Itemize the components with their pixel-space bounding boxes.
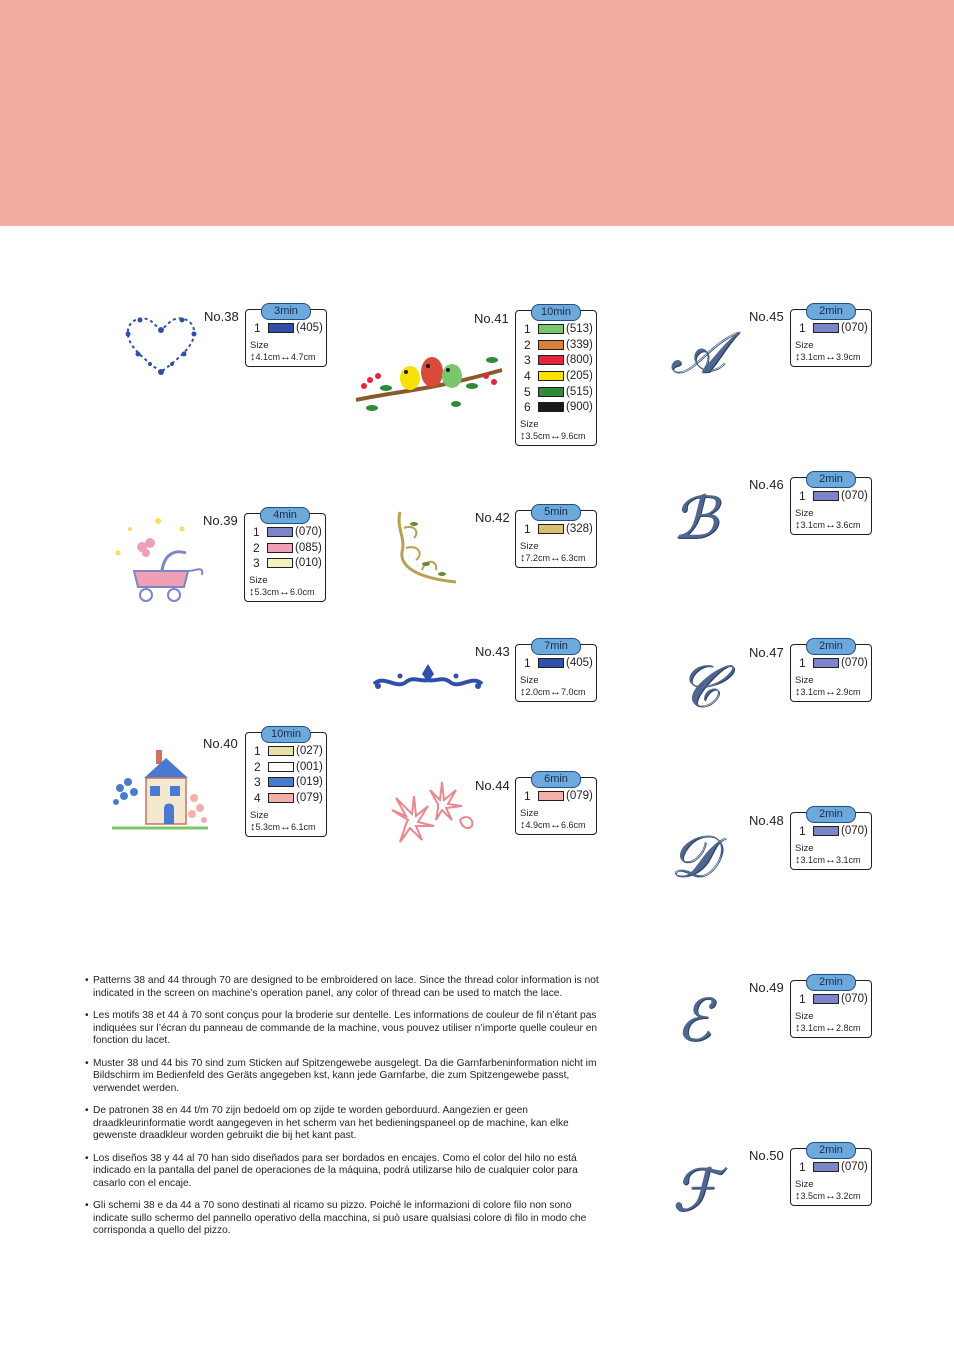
thread-color-swatch xyxy=(267,527,293,537)
pattern-number: No.45 xyxy=(749,309,784,324)
thread-order: 1 xyxy=(253,524,260,539)
thread-row xyxy=(520,368,593,384)
heart-wreath-icon xyxy=(120,310,202,378)
size-dimensions xyxy=(250,821,323,833)
thread-order: 5 xyxy=(524,384,531,399)
thread-color-swatch xyxy=(267,543,293,553)
pink-flowers-icon xyxy=(382,776,478,848)
stitch-time-badge: 2min xyxy=(806,303,856,320)
size-height: 3.5cm xyxy=(525,431,551,442)
thread-code: (405) xyxy=(566,656,593,669)
pattern-number: No.41 xyxy=(474,311,509,326)
script-letter-d-icon: 𝒟 xyxy=(670,822,717,890)
thread-order: 1 xyxy=(524,655,531,670)
thread-row xyxy=(795,488,868,504)
size-width: 9.6cm xyxy=(561,431,586,442)
horizontal-arrow-icon: ↔ xyxy=(550,551,562,564)
thread-order: 2 xyxy=(253,540,260,555)
thread-code: (070) xyxy=(841,489,868,502)
thread-color-swatch xyxy=(813,1162,839,1172)
baby-carriage-icon xyxy=(112,515,208,605)
size-width: 2.8cm xyxy=(836,1022,861,1033)
thread-color-swatch xyxy=(538,355,564,365)
thread-info-card xyxy=(790,1144,872,1206)
thread-code: (085) xyxy=(295,541,322,554)
pattern-number: No.43 xyxy=(475,644,510,659)
size-height: 5.3cm xyxy=(255,821,281,832)
size-height: 3.1cm xyxy=(800,351,826,362)
script-letter-a-icon: 𝒜 xyxy=(670,318,725,386)
vertical-arrow-icon: ↕ xyxy=(795,853,801,866)
thread-order: 6 xyxy=(524,400,531,415)
size-label: Size xyxy=(795,1178,814,1190)
lace-notes xyxy=(85,975,600,1248)
size-width: 3.2cm xyxy=(836,1190,861,1201)
size-width: 7.0cm xyxy=(561,686,586,697)
thread-code: (515) xyxy=(566,385,593,398)
size-dimensions xyxy=(795,1190,868,1202)
thread-code: (205) xyxy=(566,369,593,382)
vertical-arrow-icon: ↕ xyxy=(795,518,801,531)
size-label: Size xyxy=(795,339,814,351)
stitch-time-badge: 3min xyxy=(261,303,311,320)
size-height: 3.1cm xyxy=(800,854,826,865)
thread-order: 1 xyxy=(799,320,806,335)
thread-info-card xyxy=(790,473,872,535)
thread-color-swatch xyxy=(538,324,564,334)
size-width: 4.7cm xyxy=(291,351,316,362)
thread-row xyxy=(795,320,868,336)
size-label: Size xyxy=(520,540,539,552)
thread-info-card xyxy=(790,305,872,367)
size-height: 3.1cm xyxy=(800,519,826,530)
size-width: 6.0cm xyxy=(290,587,315,598)
thread-row xyxy=(250,743,323,759)
size-label: Size xyxy=(795,842,814,854)
vertical-arrow-icon: ↕ xyxy=(795,1189,801,1202)
thread-info-card xyxy=(245,728,327,837)
thread-row xyxy=(520,521,593,537)
thread-info-card xyxy=(515,306,597,446)
size-label: Size xyxy=(795,674,814,686)
size-width: 3.6cm xyxy=(836,519,861,530)
script-letter-b-icon: ℬ xyxy=(672,484,718,552)
size-label: Size xyxy=(520,419,539,431)
header-banner xyxy=(0,0,954,226)
stitch-time-badge: 4min xyxy=(260,507,310,524)
pattern-number: No.49 xyxy=(749,980,784,995)
vertical-arrow-icon: ↕ xyxy=(520,818,526,831)
vertical-arrow-icon: ↕ xyxy=(520,430,526,443)
size-height: 4.1cm xyxy=(255,351,281,362)
thread-color-swatch xyxy=(538,387,564,397)
note-dutch: • De patronen 38 en 44 t/m 70 zijn bedoeld om op zijde te worden geborduurd. Aangezien er geen draadkleurinformatie wordt aangegeven in het scherm van het bedieningspaneel op de machine, kan elke gewenste draadkleur worden gebruikt die bij het kant past. xyxy=(85,1105,600,1143)
thread-row xyxy=(520,352,593,368)
thread-order: 1 xyxy=(524,321,531,336)
pattern-number: No.46 xyxy=(749,477,784,492)
thread-color-swatch xyxy=(268,323,294,333)
thread-code: (328) xyxy=(566,522,593,535)
size-dimensions xyxy=(795,1022,868,1034)
thread-code: (070) xyxy=(295,525,322,538)
size-dimensions xyxy=(795,519,868,531)
thread-color-swatch xyxy=(813,491,839,501)
thread-color-swatch xyxy=(813,658,839,668)
pattern-number: No.39 xyxy=(203,513,238,528)
size-dimensions xyxy=(250,351,323,363)
horizontal-arrow-icon: ↔ xyxy=(279,586,291,599)
thread-row xyxy=(250,320,323,336)
size-dimensions xyxy=(249,586,322,598)
thread-code: (339) xyxy=(566,338,593,351)
horizontal-arrow-icon: ↔ xyxy=(550,818,562,831)
size-height: 2.0cm xyxy=(525,686,551,697)
vertical-arrow-icon: ↕ xyxy=(795,1021,801,1034)
thread-info-card xyxy=(244,509,326,602)
size-label: Size xyxy=(520,674,539,686)
thread-code: (027) xyxy=(296,744,323,757)
pattern-number: No.47 xyxy=(749,645,784,660)
size-label: Size xyxy=(795,507,814,519)
note-french: • Les motifs 38 et 44 à 70 sont conçus pour la broderie sur dentelle. Les informations de couleur de fil n’étant pas indiquées sur l’écran du panneau de commande de la machine, vous pouvez utiliser n’importe quelle couleur en fonction du lacet. xyxy=(85,1010,600,1048)
thread-row xyxy=(795,655,868,671)
thread-code: (019) xyxy=(296,776,323,789)
corner-scroll-icon xyxy=(392,508,462,588)
horizontal-arrow-icon: ↔ xyxy=(825,518,837,531)
thread-color-swatch xyxy=(813,994,839,1004)
thread-code: (070) xyxy=(841,656,868,669)
stitch-time-badge: 2min xyxy=(806,638,856,655)
thread-color-swatch xyxy=(268,777,294,787)
note-german: • Muster 38 und 44 bis 70 sind zum Sticken auf Spitzengewebe ausgelegt. Da die Garnfarbeninformation nicht im Bildschirm im Bedienfeld des Geräts angegeben kst, kann jede Garnfarbe, die zum Spitzengewebe passt, verwendet werden. xyxy=(85,1058,600,1096)
horizontal-arrow-icon: ↔ xyxy=(280,350,292,363)
horizontal-arrow-icon: ↔ xyxy=(550,430,562,443)
stitch-time-badge: 2min xyxy=(806,974,856,991)
thread-color-swatch xyxy=(538,524,564,534)
thread-code: (900) xyxy=(566,401,593,414)
thread-info-card xyxy=(515,506,597,568)
thread-color-swatch xyxy=(813,826,839,836)
pattern-number: No.50 xyxy=(749,1148,784,1163)
thread-order: 3 xyxy=(253,556,260,571)
thread-code: (001) xyxy=(296,760,323,773)
thread-info-card xyxy=(515,773,597,835)
size-dimensions xyxy=(795,351,868,363)
vertical-arrow-icon: ↕ xyxy=(250,820,256,833)
thread-order: 1 xyxy=(799,823,806,838)
size-width: 3.1cm xyxy=(836,854,861,865)
thread-order: 1 xyxy=(524,521,531,536)
size-width: 6.1cm xyxy=(291,821,316,832)
thread-row xyxy=(520,384,593,400)
thread-row xyxy=(795,991,868,1007)
vertical-arrow-icon: ↕ xyxy=(250,350,256,363)
note-italian: • Gli schemi 38 e da 44 a 70 sono destinati al ricamo su pizzo. Poiché le informazioni di colore filo non sono indicate sullo schermo del pannello operativo della macchina, si può usare qualsiasi colore di filo in modo che corrisponda a quello del pizzo. xyxy=(85,1200,600,1238)
thread-row xyxy=(250,790,323,806)
thread-color-swatch xyxy=(268,793,294,803)
thread-color-swatch xyxy=(538,658,564,668)
thread-color-swatch xyxy=(267,558,293,568)
thread-row xyxy=(250,759,323,775)
size-width: 6.6cm xyxy=(561,819,586,830)
thread-code: (079) xyxy=(566,789,593,802)
stitch-time-badge: 6min xyxy=(531,771,581,788)
size-height: 7.2cm xyxy=(525,552,551,563)
size-width: 2.9cm xyxy=(836,686,861,697)
size-label: Size xyxy=(795,1010,814,1022)
stitch-time-badge: 2min xyxy=(806,471,856,488)
thread-code: (079) xyxy=(296,791,323,804)
thread-order: 1 xyxy=(799,991,806,1006)
thread-row xyxy=(520,655,593,671)
horizontal-arrow-icon: ↔ xyxy=(825,1021,837,1034)
note-english: • Patterns 38 and 44 through 70 are designed to be embroidered on lace. Since the thread color information is not indicated in the screen on machine’s operation panel, any color of thread can be used to match the lace. xyxy=(85,975,600,1000)
stitch-time-badge: 10min xyxy=(261,726,311,743)
size-height: 3.1cm xyxy=(800,686,826,697)
thread-code: (070) xyxy=(841,1160,868,1173)
thread-code: (513) xyxy=(566,322,593,335)
thread-order: 3 xyxy=(524,353,531,368)
pattern-number: No.40 xyxy=(203,736,238,751)
horizontal-arrow-icon: ↔ xyxy=(825,685,837,698)
birds-on-branch-icon xyxy=(352,346,508,420)
size-height: 5.3cm xyxy=(254,587,280,598)
pattern-number: No.48 xyxy=(749,813,784,828)
size-width: 6.3cm xyxy=(561,552,586,563)
stitch-time-badge: 2min xyxy=(806,1142,856,1159)
thread-info-card xyxy=(790,808,872,870)
stitch-time-badge: 10min xyxy=(531,304,581,321)
thread-order: 2 xyxy=(524,337,531,352)
pattern-number: No.38 xyxy=(204,309,239,324)
size-height: 4.9cm xyxy=(525,819,551,830)
horizontal-arrow-icon: ↔ xyxy=(825,1189,837,1202)
thread-order: 1 xyxy=(799,1159,806,1174)
thread-code: (070) xyxy=(841,992,868,1005)
thread-order: 2 xyxy=(254,759,261,774)
thread-color-swatch xyxy=(268,746,294,756)
stitch-time-badge: 7min xyxy=(531,638,581,655)
horizontal-arrow-icon: ↔ xyxy=(825,350,837,363)
size-dimensions xyxy=(795,854,868,866)
thread-code: (010) xyxy=(295,557,322,570)
thread-order: 1 xyxy=(799,488,806,503)
size-dimensions xyxy=(795,686,868,698)
script-letter-f-icon: ℱ xyxy=(672,1156,718,1224)
thread-info-card xyxy=(790,976,872,1038)
size-height: 3.5cm xyxy=(800,1190,826,1201)
thread-row xyxy=(250,774,323,790)
thread-row xyxy=(520,399,593,415)
thread-row xyxy=(520,337,593,353)
size-label: Size xyxy=(250,809,269,821)
ornament-border-icon xyxy=(370,660,486,694)
size-dimensions xyxy=(520,686,593,698)
vertical-arrow-icon: ↕ xyxy=(795,685,801,698)
stitch-time-badge: 2min xyxy=(806,806,856,823)
size-height: 3.1cm xyxy=(800,1022,826,1033)
size-dimensions xyxy=(520,430,593,442)
thread-code: (070) xyxy=(841,824,868,837)
size-label: Size xyxy=(250,339,269,351)
thread-row xyxy=(249,524,322,540)
thread-info-card xyxy=(245,305,327,367)
size-dimensions xyxy=(520,819,593,831)
thread-color-swatch xyxy=(538,371,564,381)
pattern-number: No.42 xyxy=(475,510,510,525)
thread-row xyxy=(795,1159,868,1175)
thread-row xyxy=(520,788,593,804)
note-spanish: • Los diseños 38 y 44 al 70 han sido diseñados para ser bordados en encajes. Como el color del hilo no está indicado en la pantalla del panel de operaciones de la máquina, podrá utilizarse hilo de cualquier color para casarlo con el encaje. xyxy=(85,1153,600,1191)
size-dimensions xyxy=(520,552,593,564)
thread-order: 3 xyxy=(254,775,261,790)
script-letter-c-icon: 𝒞 xyxy=(678,652,721,720)
thread-order: 1 xyxy=(524,788,531,803)
size-label: Size xyxy=(520,807,539,819)
thread-code: (800) xyxy=(566,354,593,367)
vertical-arrow-icon: ↕ xyxy=(795,350,801,363)
thread-color-swatch xyxy=(538,340,564,350)
horizontal-arrow-icon: ↔ xyxy=(280,820,292,833)
thread-order: 1 xyxy=(799,655,806,670)
thread-info-card xyxy=(515,640,597,702)
thread-order: 4 xyxy=(524,368,531,383)
thread-color-swatch xyxy=(538,791,564,801)
stitch-time-badge: 5min xyxy=(531,504,581,521)
thread-color-swatch xyxy=(538,402,564,412)
thread-code: (405) xyxy=(296,321,323,334)
thread-row xyxy=(795,823,868,839)
thread-order: 1 xyxy=(254,320,261,335)
thread-row xyxy=(249,555,322,571)
vertical-arrow-icon: ↕ xyxy=(520,685,526,698)
horizontal-arrow-icon: ↔ xyxy=(825,853,837,866)
thread-color-swatch xyxy=(813,323,839,333)
cottage-icon xyxy=(110,748,210,834)
pattern-number: No.44 xyxy=(475,778,510,793)
thread-info-card xyxy=(790,640,872,702)
thread-code: (070) xyxy=(841,321,868,334)
thread-color-swatch xyxy=(268,762,294,772)
size-label: Size xyxy=(249,575,268,587)
vertical-arrow-icon: ↕ xyxy=(249,586,255,599)
vertical-arrow-icon: ↕ xyxy=(520,551,526,564)
thread-order: 4 xyxy=(254,790,261,805)
horizontal-arrow-icon: ↔ xyxy=(550,685,562,698)
thread-row xyxy=(520,321,593,337)
script-letter-e-icon: ℰ xyxy=(676,986,712,1054)
size-width: 3.9cm xyxy=(836,351,861,362)
thread-order: 1 xyxy=(254,743,261,758)
thread-row xyxy=(249,540,322,556)
